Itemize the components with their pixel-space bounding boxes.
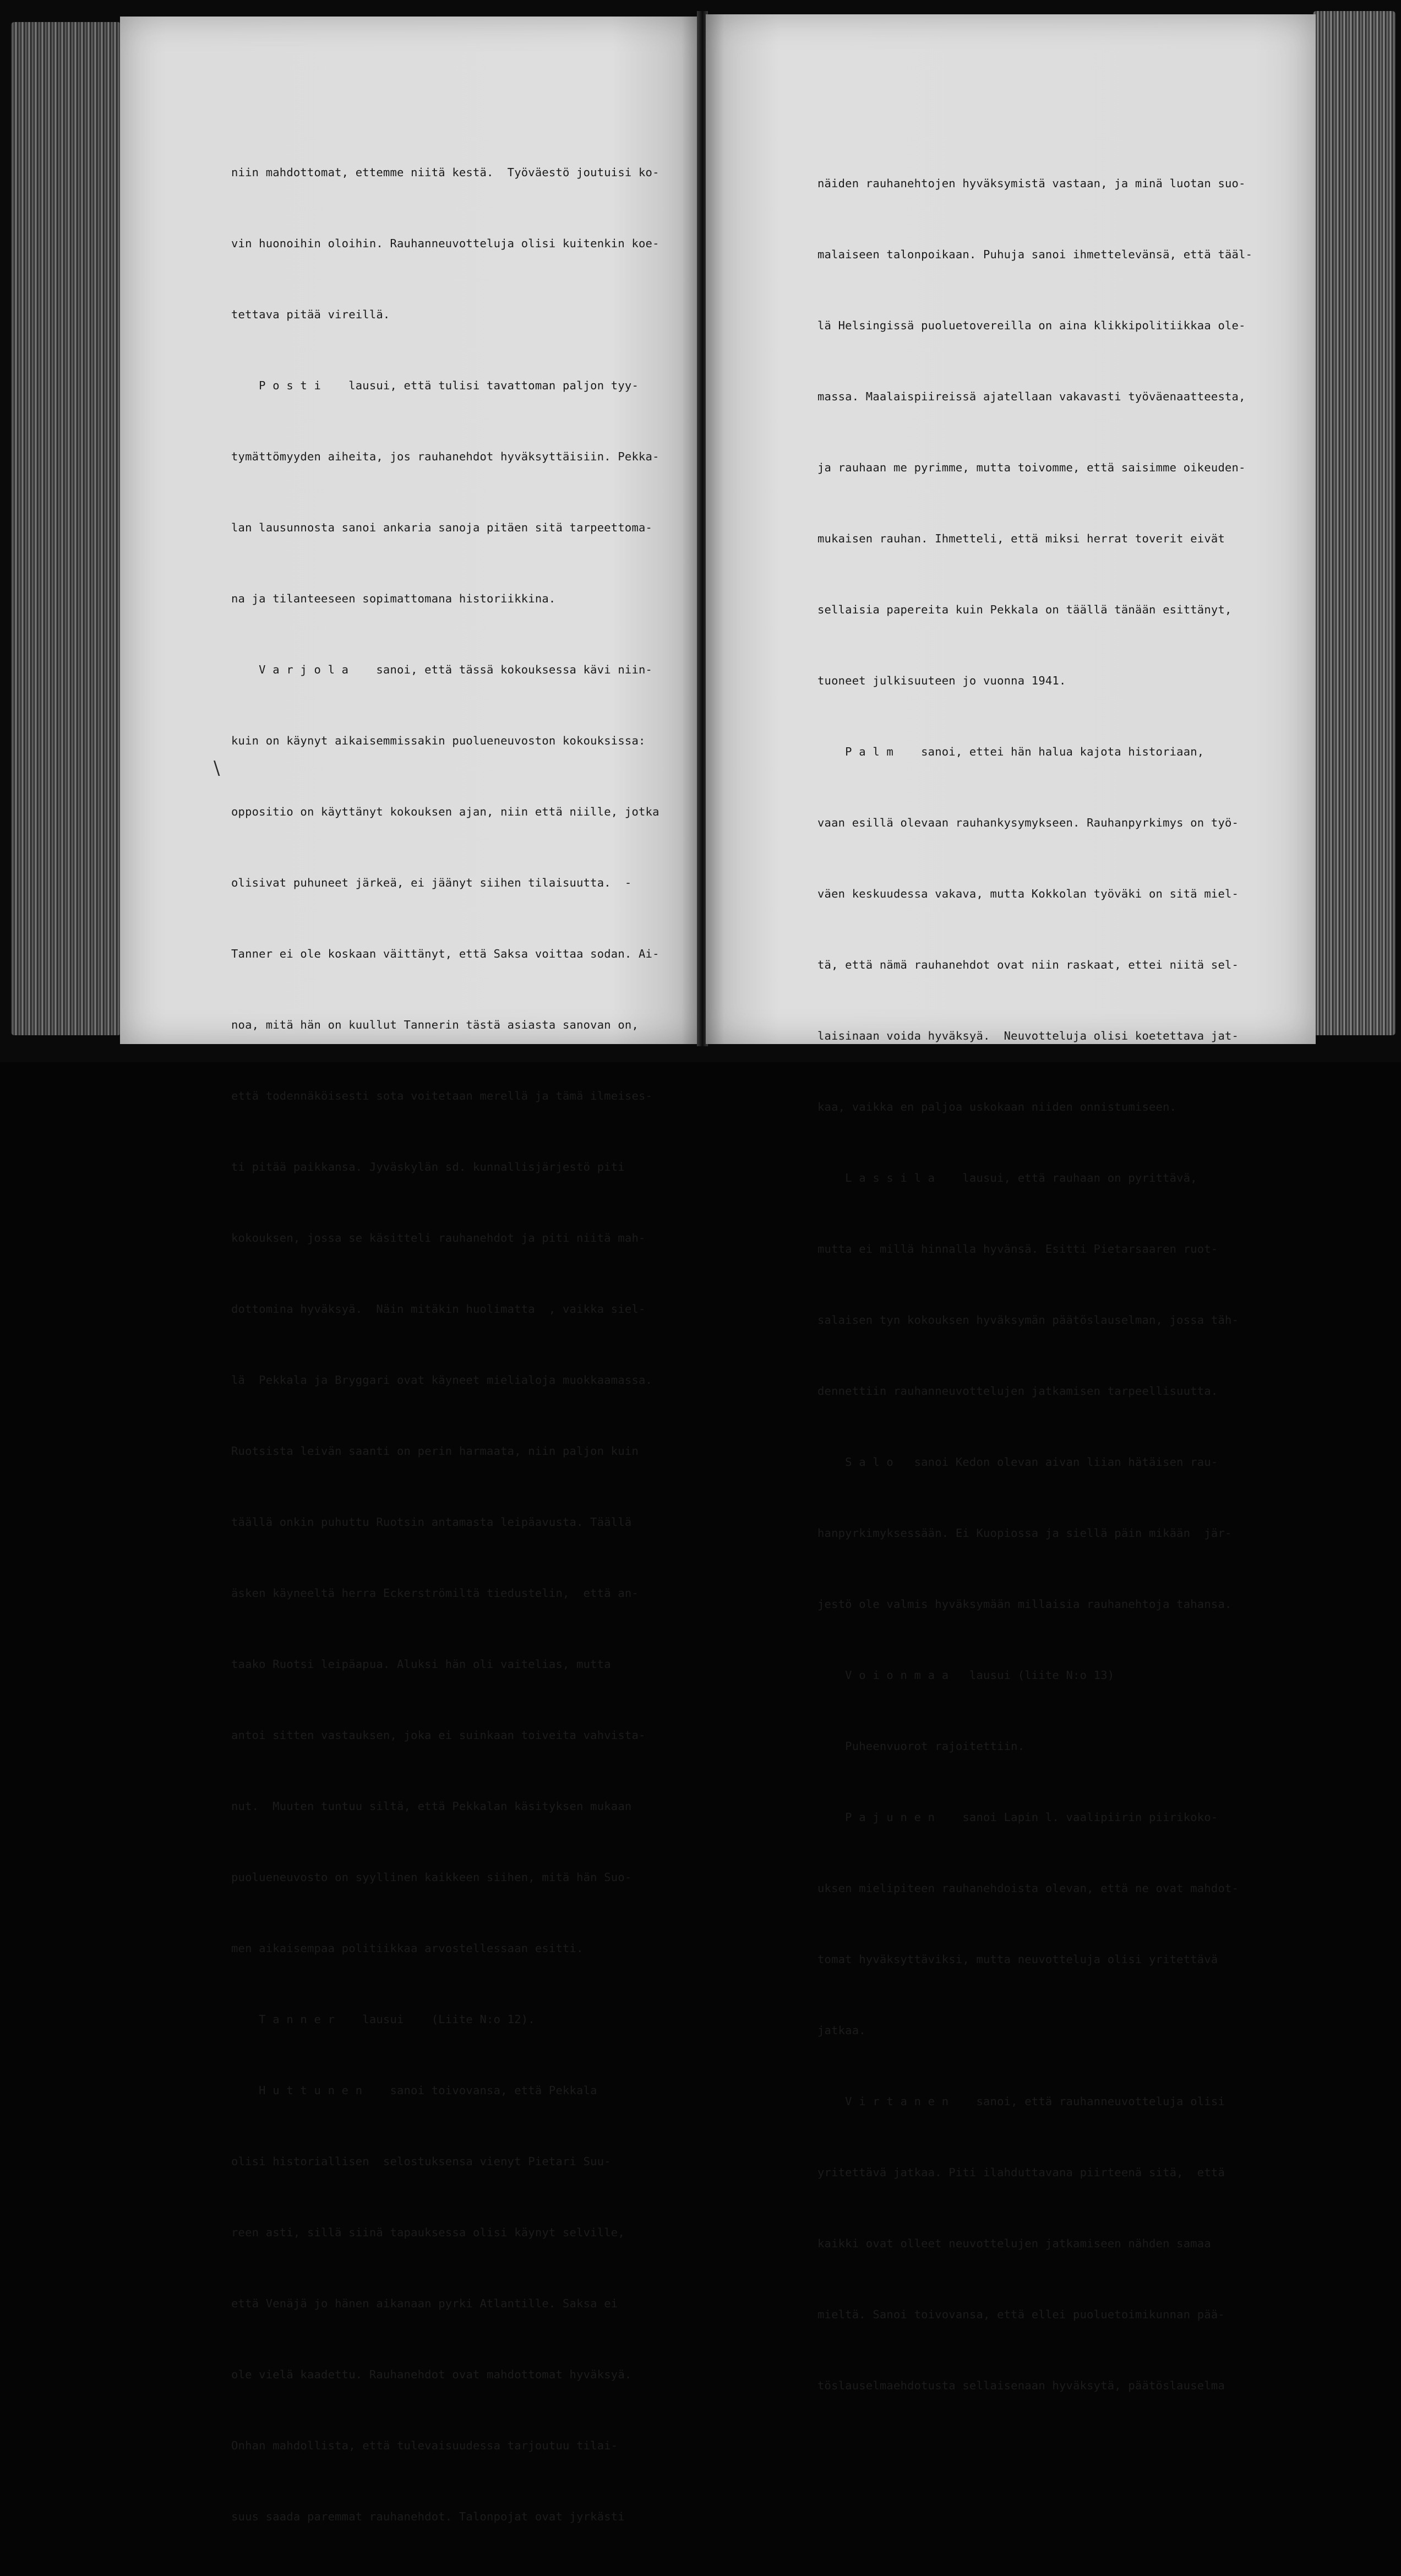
text-line: Tanner ei ole koskaan väittänyt, että Saksa voittaa sodan. Ai- <box>231 947 659 960</box>
text-line: kuin on käynyt aikaisemmissakin puolueneuvoston kokouksissa: <box>231 734 646 747</box>
text-line: töslauselmaehdotusta sellaisenaan hyväksytä, päätöslauselma <box>817 2379 1225 2392</box>
text-line: tymättömyyden aiheita, jos rauhanehdot hyväksyttäisiin. Pekka- <box>231 450 659 463</box>
text-line: uksen mielipiteen rauhanehdoista olevan, että ne ovat mahdot- <box>817 1882 1239 1895</box>
text-line: äsken käyneeltä herra Eckerströmiltä tiedustelin, että an- <box>231 1586 639 1600</box>
text-line: kaikki ovat olleet neuvottelujen jatkamiseen nähden samaa <box>817 2237 1211 2250</box>
text-line: L a s s i l a lausui, että rauhaan on pyrittävä, <box>817 1171 1197 1184</box>
text-line: väen keskuudessa vakava, mutta Kokkolan työväki on sitä miel- <box>817 887 1239 900</box>
margin-mark: \ <box>214 757 220 779</box>
text-line: Puheenvuorot rajoitettiin. <box>817 1740 1025 1753</box>
text-line: malaiseen talonpoikaan. Puhuja sanoi ihmettelevänsä, että tääl- <box>817 248 1253 261</box>
text-line: mutta ei millä hinnalla hyvänsä. Esitti Pietarsaaren ruot- <box>817 1242 1218 1256</box>
text-line: V i r t a n e n sanoi, että rauhanneuvotteluja olisi <box>817 2095 1225 2108</box>
text-line: massa. Maalaispiireissä ajatellaan vakavasti työväenaatteesta, <box>817 390 1246 403</box>
text-line: lä Pekkala ja Bryggari ovat käyneet mielialoja muokkaamassa. <box>231 1373 653 1387</box>
left-page <box>120 17 699 2523</box>
text-line: Ruotsista leivän saanti on perin harmaata, niin paljon kuin <box>231 1444 639 1458</box>
text-line: ja rauhaan me pyrimme, mutta toivomme, että saisimme oikeuden- <box>817 461 1246 474</box>
text-line: lä Helsingissä puoluetovereilla on aina klikkipolitiikkaa ole- <box>817 319 1246 332</box>
text-line: laisinaan voida hyväksyä. Neuvotteluja olisi koetettava jat- <box>817 1029 1239 1042</box>
text-line: vin huonoihin oloihin. Rauhanneuvotteluja olisi kuitenkin koe- <box>231 237 659 250</box>
text-line: näiden rauhanehtojen hyväksymistä vastaan, ja minä luotan suo- <box>817 177 1246 190</box>
text-line: mieltä. Sanoi toivovansa, että ellei puoluetoimikunnan pää- <box>817 2308 1225 2321</box>
text-line: ole vielä kaadettu. Rauhanehdot ovat mahdottomat hyväksyä. <box>231 2368 632 2381</box>
text-line: lan lausunnosta sanoi ankaria sanoja pitäen sitä tarpeettoma- <box>231 521 653 534</box>
text-line: sellaisia papereita kuin Pekkala on täällä tänään esittänyt, <box>817 603 1232 616</box>
right-page-text <box>817 124 1252 2445</box>
text-line: puolueneuvosto on syyllinen kaikkeen siihen, mitä hän Suo- <box>231 1871 632 1884</box>
text-line: tettava pitää vireillä. <box>231 308 390 321</box>
text-line: ti pitää paikkansa. Jyväskylän sd. kunnallisjärjestö piti <box>231 1160 625 1173</box>
text-line: noa, mitä hän on kuullut Tannerin tästä asiasta sanovan on, <box>231 1018 639 1031</box>
text-line: P a j u n e n sanoi Lapin l. vaalipiirin piirikoko- <box>817 1811 1218 1824</box>
right-page-edges <box>1313 11 1395 1035</box>
text-line: olisi historiallisen selostuksensa vienyt Pietari Suu- <box>231 2155 611 2168</box>
text-line: tomat hyväksyttäviksi, mutta neuvotteluja olisi yritettävä <box>817 1953 1218 1966</box>
text-line: salaisen tyn kokouksen hyväksymän päätöslauselman, jossa täh- <box>817 1313 1239 1327</box>
left-page-text <box>231 113 659 2576</box>
text-line: suus saada paremmat rauhanehdot. Talonpojat ovat jyrkästi <box>231 2510 625 2523</box>
text-line: P o s t i lausui, että tulisi tavattoman paljon tyy- <box>231 379 639 392</box>
text-line: H u t t u n e n sanoi toivovansa, että Pekkala <box>231 2084 597 2097</box>
left-page-edges <box>11 22 121 1035</box>
text-line: V o i o n m a a lausui (liite N:o 13) <box>817 1669 1115 1682</box>
text-line: olisivat puhuneet järkeä, ei jäänyt siihen tilaisuutta. - <box>231 876 632 889</box>
text-line: reen asti, sillä siinä tapauksessa olisi käynyt selville, <box>231 2226 625 2239</box>
text-line: V a r j o l a sanoi, että tässä kokouksessa kävi niin- <box>231 663 653 676</box>
text-line: dennettiin rauhanneuvottelujen jatkamisen tarpeellisuutta. <box>817 1384 1218 1398</box>
text-line: vaan esillä olevaan rauhankysymykseen. Rauhanpyrkimys on työ- <box>817 816 1239 829</box>
text-line: tä, että nämä rauhanehdot ovat niin raskaat, ettei niitä sel- <box>817 958 1239 971</box>
text-line: yritettävä jatkaa. Piti ilahduttavana piirteenä sitä, että <box>817 2166 1225 2179</box>
text-line: hanpyrkimyksessään. Ei Kuopiossa ja siellä päin mikään jär- <box>817 1526 1232 1540</box>
text-line: jatkaa. <box>817 2024 866 2037</box>
text-line: täällä onkin puhuttu Ruotsin antamasta leipäavusta. Täällä <box>231 1515 632 1529</box>
text-line: T a n n e r lausui (Liite N:o 12). <box>231 2013 535 2026</box>
text-line: tuoneet julkisuuteen jo vuonna 1941. <box>817 674 1066 687</box>
text-line: jestö ole valmis hyväksymään millaisia rauhanehtoja tahansa. <box>817 1597 1232 1611</box>
text-line: niin mahdottomat, ettemme niitä kestä. Työväestö joutuisi ko- <box>231 166 659 179</box>
text-line: Onhan mahdollista, että tulevaisuudessa tarjoutuu tilai- <box>231 2439 618 2452</box>
text-line: dottomina hyväksyä. Näin mitäkin huolimatta , vaikka siel- <box>231 1302 646 1316</box>
text-line: kaa, vaikka en paljoa uskokaan niiden onnistumiseen. <box>817 1100 1177 1113</box>
text-line: että Venäjä jo hänen aikanaan pyrki Atlantille. Saksa ei <box>231 2297 618 2310</box>
text-line: kokouksen, jossa se käsitteli rauhanehdot ja piti niitä mah- <box>231 1231 646 1244</box>
text-line: antoi sitten vastauksen, joka ei suinkaan toiveita vahvista- <box>231 1729 646 1742</box>
text-line: oppositio on käyttänyt kokouksen ajan, niin että niille, jotka <box>231 805 659 818</box>
text-line: P a l m sanoi, ettei hän halua kajota historiaan, <box>817 745 1204 758</box>
text-line: nut. Muuten tuntuu siltä, että Pekkalan käsityksen mukaan <box>231 1800 632 1813</box>
text-line: na ja tilanteeseen sopimattomana historiikkina. <box>231 592 556 605</box>
text-line: S a l o sanoi Kedon olevan aivan liian hätäisen rau- <box>817 1455 1218 1469</box>
text-line: että todennäköisesti sota voitetaan merellä ja tämä ilmeises- <box>231 1089 653 1102</box>
text-line: mukaisen rauhan. Ihmetteli, että miksi herrat toverit eivät <box>817 532 1225 545</box>
text-line: taako Ruotsi leipäapua. Aluksi hän oli vaitelias, mutta <box>231 1657 611 1671</box>
right-page <box>706 14 1316 2392</box>
text-line: men aikaisempaa politiikkaa arvostellessaan esitti. <box>231 1942 584 1955</box>
